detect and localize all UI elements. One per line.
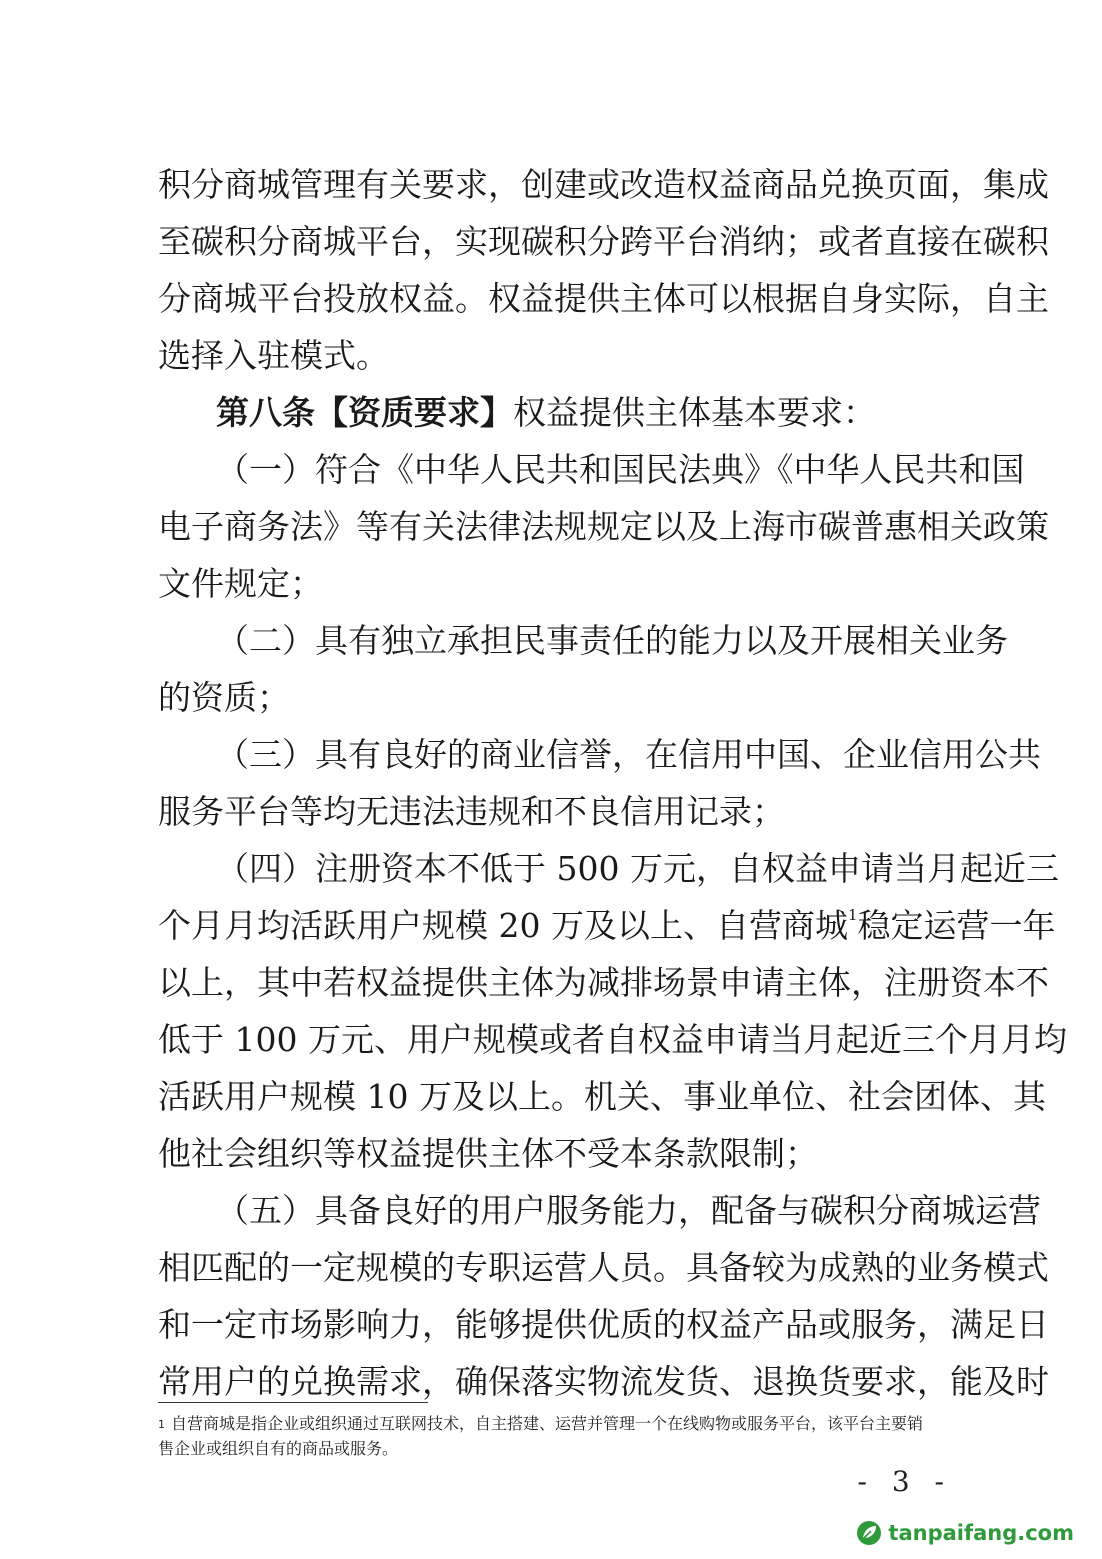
item-1-line: 电子商务法》等有关法律法规规定以及上海市碳普惠相关政策 <box>158 507 1049 546</box>
item-2-line: （二）具有独立承担民事责任的能力以及开展相关业务 <box>216 621 1008 660</box>
footnote-mark: 1 <box>158 1418 165 1431</box>
item-4-line: 低于 100 万元、用户规模或者自权益申请当月起近三个月月均 <box>158 1020 1067 1059</box>
body-line: 选择入驻模式。 <box>158 336 389 375</box>
footnote-ref: 1 <box>847 906 858 924</box>
item-4-text: 个月月均活跃用户规模 20 万及以上、自营商城 <box>158 906 848 945</box>
watermark <box>856 1517 1074 1549</box>
item-4-text: 稳定运营一年 <box>857 906 1056 945</box>
footnote-divider <box>158 1402 428 1403</box>
footnote-line <box>158 1412 950 1436</box>
item-5-line: 相匹配的一定规模的专职运营人员。具备较为成熟的业务模式 <box>158 1248 1049 1287</box>
item-4-line <box>158 906 1056 946</box>
watermark-text: tanpaifang.com <box>888 1521 1074 1545</box>
item-4-line: （四）注册资本不低于 500 万元，自权益申请当月起近三 <box>216 849 1059 888</box>
item-4-line: 他社会组织等权益提供主体不受本条款限制； <box>158 1134 818 1173</box>
item-1-line: 文件规定； <box>158 564 323 603</box>
page-number: - 3 - <box>857 1465 952 1498</box>
leaf-logo-icon <box>856 1520 882 1546</box>
item-5-line: （五）具备良好的用户服务能力，配备与碳积分商城运营 <box>216 1191 1041 1230</box>
item-4-line: 以上，其中若权益提供主体为减排场景申请主体，注册资本不 <box>158 963 1049 1002</box>
body-line: 至碳积分商城平台，实现碳积分跨平台消纳；或者直接在碳积 <box>158 222 1049 261</box>
body-line: 分商城平台投放权益。权益提供主体可以根据自身实际，自主 <box>158 279 1049 318</box>
item-2-line: 的资质； <box>158 678 290 717</box>
item-4-line: 活跃用户规模 10 万及以上。机关、事业单位、社会团体、其 <box>158 1077 1046 1116</box>
item-3-line: （三）具有良好的商业信誉，在信用中国、企业信用公共 <box>216 735 1041 774</box>
footnote-text: 自营商城是指企业或组织通过互联网技术，自主搭建、运营并管理一个在线购物或服务平台，该平台主要销 <box>171 1414 924 1433</box>
body-line: 积分商城管理有关要求，创建或改造权益商品兑换页面，集成 <box>158 165 1049 204</box>
article-8-heading: 第八条【资质要求】 <box>216 393 513 432</box>
item-5-line: 和一定市场影响力，能够提供优质的权益产品或服务，满足日 <box>158 1305 1049 1344</box>
article-8-line <box>216 393 948 433</box>
item-3-line: 服务平台等均无违法违规和不良信用记录； <box>158 792 785 831</box>
footnote-line: 售企业或组织自有的商品或服务。 <box>158 1439 399 1458</box>
item-1-line: （一）符合《中华人民共和国民法典》《中华人民共和国 <box>216 450 1025 489</box>
article-8-intro: 权益提供主体基本要求： <box>513 393 876 432</box>
item-5-line: 常用户的兑换需求，确保落实物流发货、退换货要求，能及时 <box>158 1362 1049 1401</box>
